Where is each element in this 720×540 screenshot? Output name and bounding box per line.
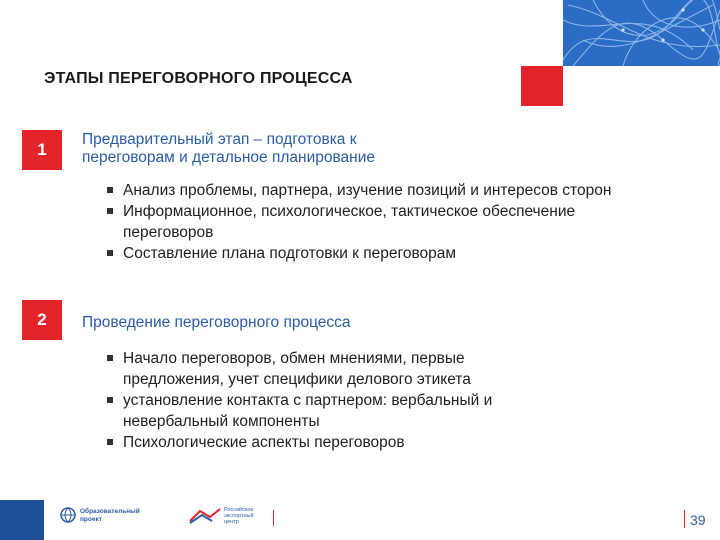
list-item-line: переговоров xyxy=(123,224,214,241)
list-item-line: Анализ проблемы, партнера, изучение позиций и интересов сторон xyxy=(123,182,612,199)
list-item xyxy=(107,432,492,453)
footer-blue-block xyxy=(0,500,44,540)
project-logo-text xyxy=(80,508,150,524)
stage-heading-line: переговорам и детальное планирование xyxy=(82,149,375,166)
list-item xyxy=(107,201,611,243)
stage-heading-line: Проведение переговорного процесса xyxy=(82,314,351,331)
globe-logo-icon xyxy=(60,507,76,523)
stage-number-badge: 2 xyxy=(22,300,62,340)
network-lines-graphic xyxy=(563,0,720,66)
list-item-line: предложения, учет специфики делового этикета xyxy=(123,371,471,388)
stage-bullet-list xyxy=(107,180,611,264)
list-item-line: Информационное, психологическое, тактическое обеспечение xyxy=(123,203,576,220)
project-logo-line: проект xyxy=(80,516,102,523)
export-center-logo-line: Российское xyxy=(224,507,254,513)
footer-divider xyxy=(684,510,685,528)
list-item xyxy=(107,180,611,201)
export-center-logo-text xyxy=(224,507,269,525)
list-item xyxy=(107,348,492,390)
header-red-square xyxy=(521,66,563,106)
list-item-line: невербальный компоненты xyxy=(123,413,320,430)
export-center-logo-line: экспортный xyxy=(224,513,254,519)
header-decoration-pattern xyxy=(563,0,720,66)
list-item xyxy=(107,390,492,432)
slide-title: ЭТАПЫ ПЕРЕГОВОРНОГО ПРОЦЕССА xyxy=(44,70,353,87)
stage-number-badge: 1 xyxy=(22,130,62,170)
export-center-logo-line: центр xyxy=(224,519,239,525)
stage-heading-line: Предварительный этап – подготовка к xyxy=(82,131,357,148)
stage-heading xyxy=(82,131,375,167)
project-logo-line: Образовательный xyxy=(80,508,140,515)
list-item-line: установление контакта с партнером: вербальный и xyxy=(123,392,493,409)
list-item-line: Начало переговоров, обмен мнениями, первые xyxy=(123,350,465,367)
footer-divider xyxy=(273,510,274,526)
stage-heading xyxy=(82,314,351,332)
list-item-line: Психологические аспекты переговоров xyxy=(123,434,405,451)
stage-bullet-list xyxy=(107,348,492,453)
page-number: 39 xyxy=(690,512,706,528)
list-item xyxy=(107,243,611,264)
export-center-logo-icon xyxy=(188,507,222,525)
list-item-line: Составление плана подготовки к переговорам xyxy=(123,245,457,262)
